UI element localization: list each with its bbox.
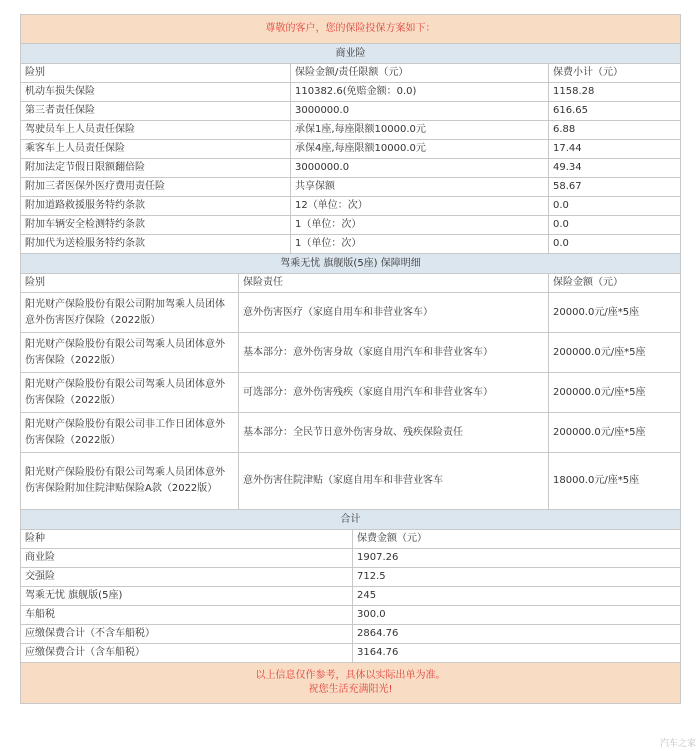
commercial-row (21, 235, 681, 254)
plan-row (21, 293, 681, 333)
commercial-row (21, 159, 681, 178)
commercial-section-title: 商业险 (21, 44, 681, 64)
total-item-name: 驾乘无忧 旗舰版(5座) (21, 587, 353, 606)
commercial-row (21, 83, 681, 102)
total-row (21, 549, 681, 568)
col-header: 保费金额（元） (353, 530, 681, 549)
col-header: 险别 (21, 274, 239, 293)
premium-subtotal: 0.0 (549, 235, 681, 254)
premium-subtotal: 616.65 (549, 102, 681, 121)
plan-row (21, 333, 681, 373)
total-header-row (21, 530, 681, 549)
coverage-amount: 12（单位：次） (291, 197, 549, 216)
total-section-row (21, 510, 681, 530)
col-header: 保险责任 (239, 274, 549, 293)
footer-note (21, 663, 681, 704)
coverage-amount: 承保1座,每座限额10000.0元 (291, 121, 549, 140)
plan-amount: 18000.0元/座*5座 (549, 453, 681, 510)
total-row (21, 606, 681, 625)
plan-policy-name: 阳光财产保险股份有限公司非工作日团体意外伤害保险（2022版） (21, 413, 239, 453)
plan-row (21, 373, 681, 413)
total-item-amount: 300.0 (353, 606, 681, 625)
total-item-amount: 3164.76 (353, 644, 681, 663)
coverage-name: 附加车辆安全检测特约条款 (21, 216, 291, 235)
coverage-name: 附加代为送检服务特约条款 (21, 235, 291, 254)
commercial-row (21, 121, 681, 140)
coverage-amount: 1（单位：次） (291, 235, 549, 254)
coverage-amount: 110382.6(免赔金额：0.0) (291, 83, 549, 102)
total-item-name: 交强险 (21, 568, 353, 587)
coverage-name: 驾驶员车上人员责任保险 (21, 121, 291, 140)
plan-policy-name: 阳光财产保险股份有限公司驾乘人员团体意外伤害保险（2022版） (21, 333, 239, 373)
plan-amount: 200000.0元/座*5座 (549, 333, 681, 373)
plan-liability: 基本部分：全民节日意外伤害身故、残疾保险责任 (239, 413, 549, 453)
commercial-header-row (21, 64, 681, 83)
total-row (21, 587, 681, 606)
commercial-row (21, 102, 681, 121)
plan-liability: 可选部分：意外伤害残疾（家庭自用汽车和非营业客车） (239, 373, 549, 413)
total-item-amount: 2864.76 (353, 625, 681, 644)
total-row (21, 568, 681, 587)
plan-policy-name: 阳光财产保险股份有限公司附加驾乘人员团体意外伤害医疗保险（2022版） (21, 293, 239, 333)
footer-row (21, 663, 681, 704)
plan-policy-name: 阳光财产保险股份有限公司驾乘人员团体意外伤害保险（2022版） (21, 373, 239, 413)
total-item-name: 商业险 (21, 549, 353, 568)
col-header: 保费小计（元） (549, 64, 681, 83)
quote-sheet (20, 14, 680, 704)
plan-amount: 200000.0元/座*5座 (549, 373, 681, 413)
footer-line-2: 祝您生活充满阳光! (308, 684, 393, 695)
plan-liability: 意外伤害医疗（家庭自用车和非营业客车） (239, 293, 549, 333)
premium-subtotal: 1158.28 (549, 83, 681, 102)
col-header: 保险金额/责任限额（元） (291, 64, 549, 83)
footer-line-1: 以上信息仅作参考，具体以实际出单为准。 (255, 670, 446, 681)
commercial-row (21, 178, 681, 197)
plan-header-row (21, 274, 681, 293)
total-item-amount: 712.5 (353, 568, 681, 587)
plan-section-title: 驾乘无忧 旗舰版(5座) 保障明细 (21, 254, 681, 274)
commercial-row (21, 197, 681, 216)
premium-subtotal: 17.44 (549, 140, 681, 159)
col-header: 险别 (21, 64, 291, 83)
total-row (21, 644, 681, 663)
premium-subtotal: 0.0 (549, 197, 681, 216)
plan-row (21, 413, 681, 453)
coverage-amount: 3000000.0 (291, 159, 549, 178)
total-item-amount: 245 (353, 587, 681, 606)
plan-policy-name: 阳光财产保险股份有限公司驾乘人员团体意外伤害保险附加住院津贴保险A款（2022版） (21, 453, 239, 510)
coverage-name: 第三者责任保险 (21, 102, 291, 121)
total-item-name: 车船税 (21, 606, 353, 625)
plan-amount: 20000.0元/座*5座 (549, 293, 681, 333)
col-header: 保险金额（元） (549, 274, 681, 293)
coverage-name: 附加道路救援服务特约条款 (21, 197, 291, 216)
coverage-amount: 1（单位：次） (291, 216, 549, 235)
premium-subtotal: 0.0 (549, 216, 681, 235)
coverage-name: 乘客车上人员责任保险 (21, 140, 291, 159)
plan-row (21, 453, 681, 510)
total-row (21, 625, 681, 644)
total-section-title: 合计 (21, 510, 681, 530)
plan-section-row (21, 254, 681, 274)
coverage-name: 附加三者医保外医疗费用责任险 (21, 178, 291, 197)
total-item-amount: 1907.26 (353, 549, 681, 568)
quote-table (20, 14, 681, 704)
total-item-name: 应缴保费合计（含车船税） (21, 644, 353, 663)
total-item-name: 应缴保费合计（不含车船税） (21, 625, 353, 644)
coverage-amount: 共享保额 (291, 178, 549, 197)
col-header: 险种 (21, 530, 353, 549)
premium-subtotal: 58.67 (549, 178, 681, 197)
commercial-row (21, 140, 681, 159)
commercial-row (21, 216, 681, 235)
premium-subtotal: 49.34 (549, 159, 681, 178)
plan-liability: 意外伤害住院津贴（家庭自用车和非营业客车 (239, 453, 549, 510)
watermark-text: 汽车之家 (659, 739, 696, 749)
premium-subtotal: 6.88 (549, 121, 681, 140)
coverage-name: 机动车损失保险 (21, 83, 291, 102)
coverage-amount: 承保4座,每座限额10000.0元 (291, 140, 549, 159)
coverage-name: 附加法定节假日限额翻倍险 (21, 159, 291, 178)
plan-amount: 200000.0元/座*5座 (549, 413, 681, 453)
coverage-amount: 3000000.0 (291, 102, 549, 121)
greeting-header: 尊敬的客户，您的保险投保方案如下： (21, 15, 681, 44)
plan-liability: 基本部分：意外伤害身故（家庭自用汽车和非营业客车） (239, 333, 549, 373)
